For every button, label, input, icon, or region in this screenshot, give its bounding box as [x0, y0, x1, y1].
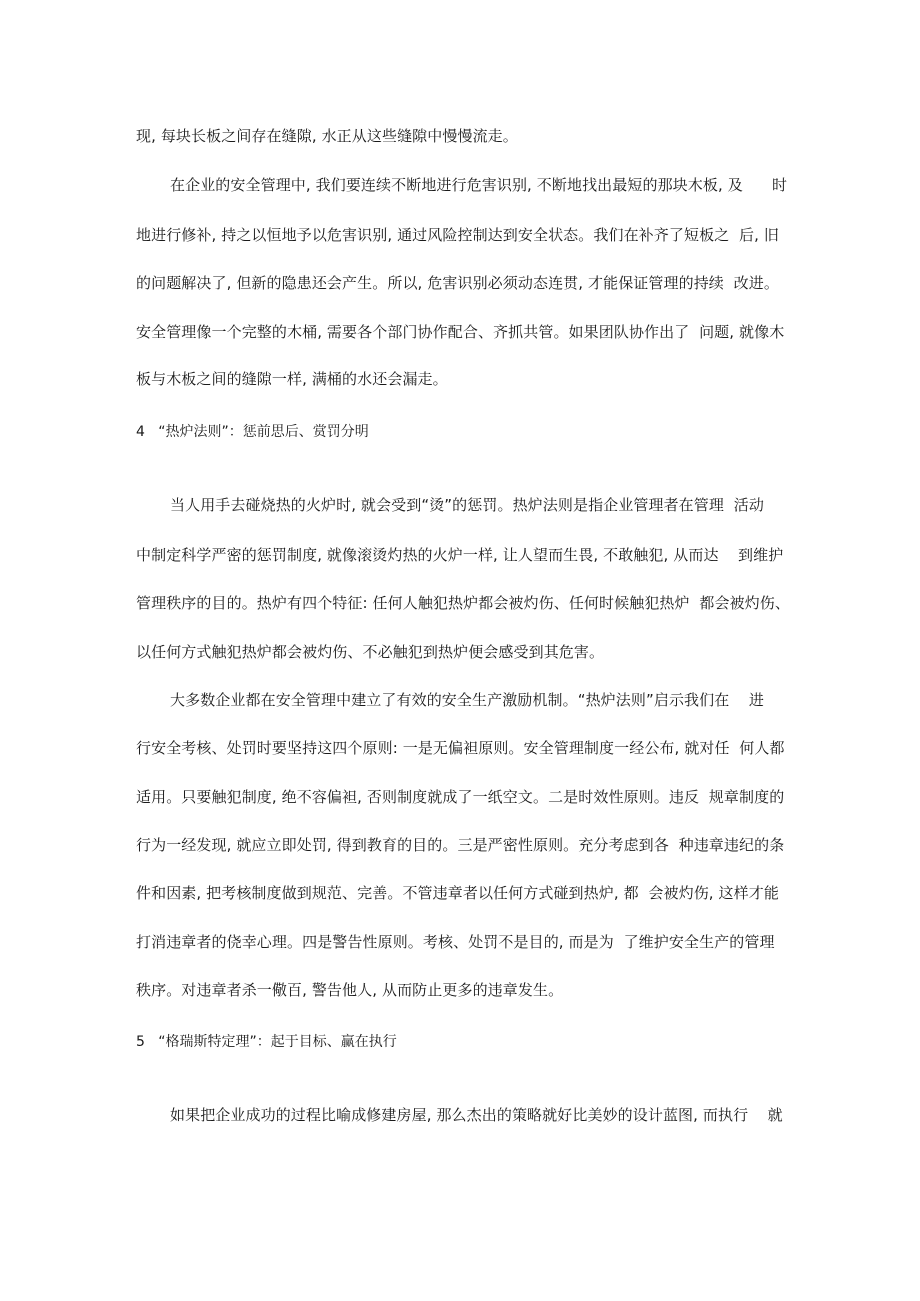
text-line: 适用。只要触犯制度, 绝不容偏袒, 否则制度就成了一纸空文。二是时效性原则。违反 规章制度的: [136, 788, 785, 806]
text-line: 件和因素, 把考核制度做到规范、完善。不管违章者以任何方式碰到热炉, 都 会被灼伤, 这样才能: [136, 884, 779, 902]
text-line: 秩序。对违章者杀一儆百, 警告他人, 从而防止更多的违章发生。: [136, 981, 564, 999]
section-heading: 4 “热炉法则”：惩前思后、赏罚分明: [136, 424, 369, 440]
text-line: 打消违章者的侥幸心理。四是警告性原则。考核、处罚不是目的, 而是为 了维护安全生产的管理: [136, 933, 775, 951]
text-line: 行为一经发现, 就应立即处罚, 得到教育的目的。三是严密性原则。充分考虑到各 种违章违纪的条: [136, 836, 785, 854]
section-heading: 5 “格瑞斯特定理”：起于目标、赢在执行: [136, 1034, 397, 1050]
text-line: 现, 每块长板之间存在缝隙, 水正从这些缝隙中慢慢流走。: [136, 127, 518, 145]
text-line: 板与木板之间的缝隙一样, 满桶的水还会漏走。: [136, 370, 448, 388]
text-line: 大多数企业都在安全管理中建立了有效的安全生产激励机制。“热炉法则”启示我们在 进: [170, 691, 764, 709]
text-line: 中制定科学严密的惩罚制度, 就像滚烫灼热的火炉一样, 让人望而生畏, 不敢触犯, 从而达 到维护: [136, 546, 784, 564]
text-line: 如果把企业成功的过程比喻成修建房屋, 那么杰出的策略就好比美妙的设计蓝图, 而执行 就: [170, 1106, 783, 1124]
text-line: 的问题解决了, 但新的隐患还会产生。所以, 危害识别必须动态连贯, 才能保证管理的持续 改进。: [136, 274, 779, 292]
text-line: 地进行修补, 持之以恒地予以危害识别, 通过风险控制达到安全状态。我们在补齐了短板之 后, 旧: [136, 226, 779, 244]
text-line: 管理秩序的目的。热炉有四个特征: 任何人触犯热炉都会被灼伤、任何时候触犯热炉 都会被灼伤、: [136, 594, 790, 612]
text-line: 以任何方式触犯热炉都会被灼伤、不必触犯到热炉便会感受到其危害。: [136, 643, 605, 661]
text-line: 在企业的安全管理中, 我们要连续不断地进行危害识别, 不断地找出最短的那块木板, 及 时: [170, 176, 788, 194]
text-line: 行安全考核、处罚时要坚持这四个原则: 一是无偏袒原则。安全管理制度一经公布, 就对任 何人都: [136, 739, 785, 757]
text-line: 安全管理像一个完整的木桶, 需要各个部门协作配合、齐抓共管。如果团队协作出了 问题, 就像木: [136, 323, 785, 341]
text-line: 当人用手去碰烧热的火炉时, 就会受到“烫”的惩罚。热炉法则是指企业管理者在管理 活动: [170, 496, 764, 514]
